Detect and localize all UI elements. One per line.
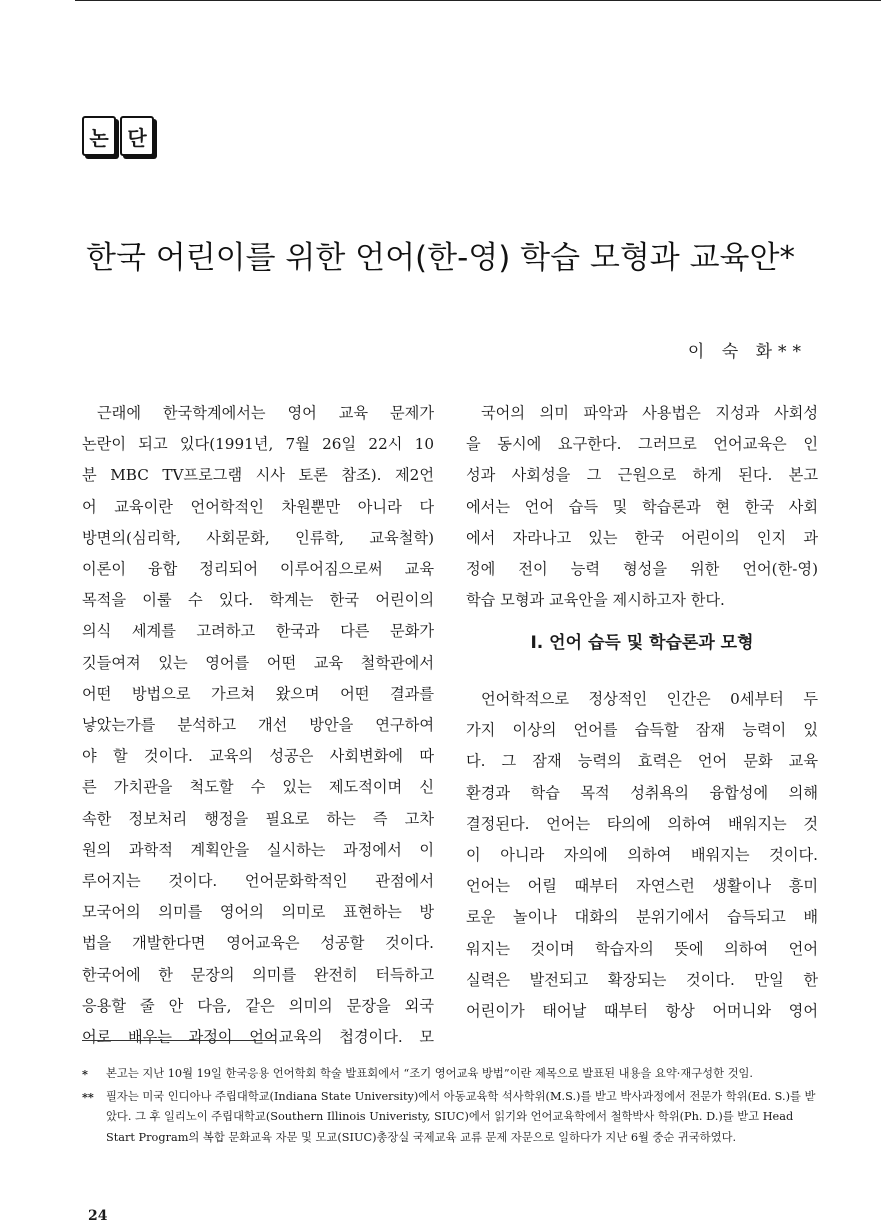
footnote-mark: * (82, 1067, 88, 1081)
text-line: 실력은 발전되고 확장되는 것이다. 만일 한 (466, 970, 818, 989)
left-column (82, 398, 434, 1053)
text-line: 언어는 어릴 때부터 자연스런 생활이나 흥미 (466, 877, 818, 896)
text-line: 에서 자라나고 있는 한국 어린이의 인지 과 (466, 528, 818, 547)
text-line: 한국어에 한 문장의 의미를 완전히 터득하고 (82, 965, 434, 984)
text-line: 가지 이상의 언어를 습득할 잠재 능력이 있 (466, 721, 818, 740)
text-line: 근래에 한국학계에서는 영어 교육 문제가 (97, 404, 434, 422)
footnote-text: 필자는 미국 인디아나 주립대학교(Indiana State University)에서 아동교육학 석사학위(M.S.)를 받고 박사과정에서 전문가 학위(Ed. S.)를 받았다. 그 후 일리노이 주립대학교(Southern Illinois Univeristy, SIUC)에서 읽기와 언어교육학에서 철학박사 학위(Ph. D.)를 받고 Head Start Program의 복합 문화교육 자문 및 모교(SIUC)총장실 국제교육 교류 문제 자문으로 일하다가 지난 6월 중순 귀국하였다. (106, 1089, 816, 1144)
badge-char: 단 (120, 116, 154, 156)
footnote-text: 본고는 지난 10월 19일 한국응용 언어학회 학술 발표회에서 “조기 영어교육 방법”이란 제목으로 발표된 내용을 요약·재구성한 것임. (106, 1067, 753, 1080)
text-line: 논란이 되고 있다(1991년, 7월 26일 22시 10 (82, 435, 434, 454)
text-line: 목적을 이룰 수 있다. 학계는 한국 어린이의 (82, 591, 434, 610)
text-line: 른 가치관을 척도할 수 있는 제도적이며 신 (82, 778, 434, 797)
text-line: 깃들여져 있는 영어를 어떤 교육 철학관에서 (82, 653, 434, 672)
section-badge (82, 116, 154, 156)
text-line: 응용할 줄 안 다음, 같은 의미의 문장을 외국 (82, 996, 434, 1015)
text-line: 어떤 방법으로 가르쳐 왔으며 어떤 결과를 (82, 684, 434, 703)
text-line: 원의 과학적 계획안을 실시하는 과정에서 이 (82, 840, 434, 859)
text-line: 로운 놀이나 대화의 분위기에서 습득되고 배 (466, 908, 818, 927)
text-line: 분 MBC TV프로그램 시사 토론 참조). 제2언 (82, 466, 434, 485)
text-line: 의식 세계를 고려하고 한국과 다른 문화가 (82, 622, 434, 641)
text-line: 야 할 것이다. 교육의 성공은 사회변화에 따 (82, 747, 434, 766)
text-line: 낳았는가를 분석하고 개선 방안을 연구하여 (82, 716, 434, 735)
footnote (82, 1064, 818, 1085)
text-line: 속한 정보처리 행정을 필요로 하는 즉 고차 (82, 809, 434, 828)
footnotes (82, 1064, 818, 1150)
author-name: 이 숙 화** (687, 342, 807, 362)
text-line: 에서는 언어 습득 및 학습론과 현 한국 사회 (466, 497, 818, 516)
text-line: 루어지는 것이다. 언어문화학적인 관점에서 (82, 872, 434, 891)
text-line: 어린이가 태어날 때부터 항상 어머니와 영어 (466, 1002, 818, 1021)
page-number: 24 (88, 1208, 108, 1224)
footnote-mark: ** (82, 1089, 94, 1104)
right-column-bottom (466, 684, 818, 1027)
text-line: 언어학적으로 정상적인 인간은 0세부터 두 (481, 690, 818, 708)
text-line: 어로 배우는 과정이 언어교육의 첩경이다. 모 (82, 1028, 434, 1047)
article-title: 한국 어린이를 위한 언어(한-영) 학습 모형과 교육안* (86, 240, 795, 276)
section-heading: Ⅰ. 언어 습득 및 학습론과 모형 (530, 633, 754, 653)
text-line: 국어의 의미 파악과 사용법은 지성과 사회성 (481, 404, 818, 422)
text-line: 모국어의 의미를 영어의 의미로 표현하는 방 (82, 903, 434, 922)
badge-char: 논 (82, 116, 116, 156)
right-column-top (466, 398, 818, 616)
text-line: 성과 사회성을 그 근원으로 하게 된다. 본고 (466, 466, 818, 485)
text-line: 다. 그 잠재 능력의 효력은 언어 문화 교육 (466, 752, 818, 771)
text-line: 법을 개발한다면 영어교육은 성공할 것이다. (82, 934, 434, 953)
text-line: 어 교육이란 언어학적인 차원뿐만 아니라 다 (82, 497, 434, 516)
top-rule (75, 0, 881, 1)
text-line: 정에 전이 능력 형성을 위한 언어(한-영) (466, 560, 818, 579)
text-line: 결정된다. 언어는 타의에 의하여 배워지는 것 (466, 814, 818, 833)
text-line: 학습 모형과 교육안을 제시하고자 한다. (466, 591, 725, 610)
footnote-divider (82, 1040, 275, 1041)
text-line: 이론이 융합 정리되어 이루어짐으로써 교육 (82, 560, 434, 579)
text-line: 방면의(심리학, 사회문화, 인류학, 교육철학) (82, 528, 434, 547)
text-line: 환경과 학습 목적 성취욕의 융합성에 의해 (466, 783, 818, 802)
text-line: 을 동시에 요구한다. 그러므로 언어교육은 인 (466, 435, 818, 454)
footnote (82, 1087, 818, 1149)
text-line: 워지는 것이며 학습자의 뜻에 의하여 언어 (466, 939, 818, 958)
text-line: 이 아니라 자의에 의하여 배워지는 것이다. (466, 846, 818, 865)
